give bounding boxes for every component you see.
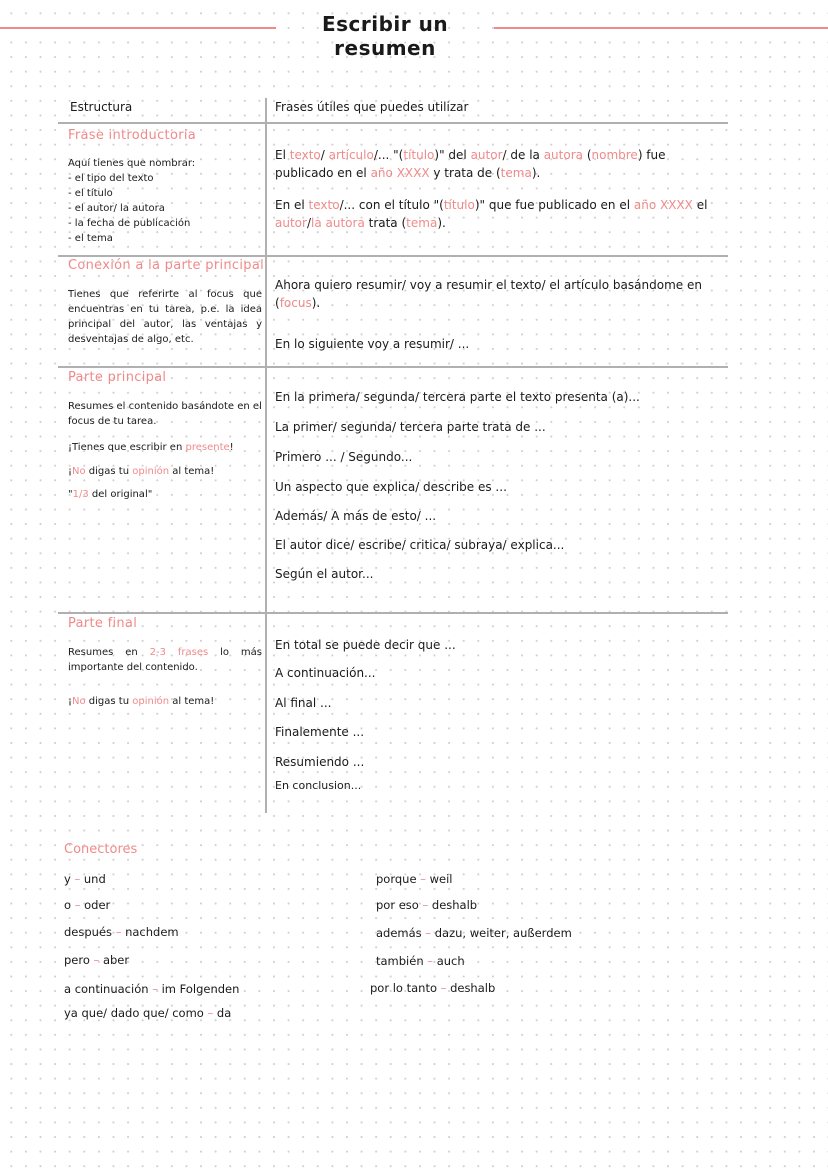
connector-item [64, 982, 239, 996]
text: )" del [434, 148, 471, 162]
text: digas tu [85, 696, 133, 707]
connector-item [376, 954, 465, 968]
text: ) fue publicado en el [275, 148, 666, 180]
connector-de: deshalb [431, 898, 478, 912]
highlight: tema [406, 216, 438, 230]
row-divider-principal [58, 612, 728, 614]
highlight: opinión [132, 696, 170, 707]
highlight: título [403, 148, 435, 162]
highlight: nombre [591, 148, 638, 162]
text: lo más importante del contenido. [68, 647, 262, 673]
text: / de la [502, 148, 544, 162]
title-bar [0, 12, 828, 60]
final-phrase: En conclusion... [275, 779, 362, 792]
section-title-intro: Frase introductoria [68, 128, 197, 143]
table-column-divider [265, 98, 267, 813]
highlight: presente [185, 442, 230, 453]
connector-item [376, 872, 452, 886]
row-divider-intro [58, 255, 728, 257]
text: " [68, 489, 73, 500]
connector-de: da [216, 1006, 232, 1020]
connector-dash: – [115, 925, 122, 939]
connector-es: también [376, 954, 424, 968]
connector-es: o [64, 898, 72, 912]
connector-es: además [376, 926, 422, 940]
section-title-principal: Parte principal [68, 370, 167, 385]
intro-item: - la fecha de publicación [68, 218, 191, 229]
principal-phrase: Primero ... / Segundo... [275, 450, 413, 464]
text: el [692, 198, 708, 212]
text: ( [583, 148, 592, 162]
connector-dash: – [93, 953, 100, 967]
intro-phrase-1 [275, 146, 727, 182]
text: Resumes en [68, 647, 150, 658]
final-phrase: En total se puede decir que ... [275, 638, 456, 652]
highlight: año XXXX [633, 198, 693, 212]
highlight: artículo [328, 148, 374, 162]
connector-de: aber [102, 953, 130, 967]
connector-dash: – [152, 982, 158, 996]
connector-de: deshalb [450, 981, 496, 995]
connector-dash: – [427, 954, 434, 968]
principal-phrase: Además/ A más de esto/ ... [275, 509, 437, 523]
final-left-1 [68, 645, 262, 675]
connector-item [64, 898, 110, 912]
text: / [306, 216, 311, 230]
intro-item: - el título [68, 188, 113, 199]
section-title-final: Parte final [68, 616, 138, 631]
connector-dash: – [207, 1006, 214, 1020]
final-phrase: Al final ... [275, 696, 332, 710]
connector-item [376, 926, 572, 940]
text: ). [437, 216, 446, 230]
conexion-phrase-2: En lo siguiente voy a resumir/ ... [275, 337, 470, 351]
text: Ahora quiero resumir/ voy a resumir el texto/ el artículo basándome en ( [275, 278, 702, 310]
principal-left-1: Resumes el contenido basándote en el focus de tu tarea. [68, 401, 262, 427]
text: )" que fue publicado en el [474, 198, 634, 212]
text: al tema! [169, 696, 215, 707]
text: /... "( [373, 148, 404, 162]
connector-item [64, 1006, 231, 1020]
connector-de: nachdem [125, 925, 179, 939]
text: ¡ [68, 466, 73, 477]
highlight: texto [289, 148, 321, 162]
principal-phrase: El autor dice/ escribe/ critica/ subraya/ explica... [275, 538, 565, 552]
connector-dash: – [74, 898, 81, 912]
text: En el [275, 198, 309, 212]
highlight: año XXXX [370, 166, 430, 180]
connector-de: und [83, 872, 106, 886]
connector-item [370, 981, 495, 995]
connector-es: pero [64, 953, 90, 967]
section-title-conexion: Conexión a la parte principal [68, 258, 265, 273]
text: / [320, 148, 329, 162]
row-divider-conexion [58, 366, 728, 368]
highlight: opinión [132, 466, 170, 477]
connector-de: im Folgenden [161, 982, 240, 996]
conectores-title: Conectores [64, 842, 138, 857]
intro-left-heading: Aquí tienes que nombrar: [68, 158, 196, 169]
principal-phrase: En la primera/ segunda/ tercera parte el texto presenta (a)... [275, 390, 640, 404]
connector-dash: – [440, 981, 447, 995]
title-rule-right [494, 27, 828, 29]
highlight: texto [308, 198, 340, 212]
highlight: 2-3 frases [149, 647, 209, 658]
connector-es: por lo tanto [370, 981, 437, 995]
table-header-rule [58, 122, 728, 124]
principal-phrase: La primer/ segunda/ tercera parte trata de ... [275, 420, 546, 434]
principal-phrase: Según el autor... [275, 567, 374, 581]
connector-es: ya que/ dado que/ como [64, 1006, 204, 1020]
connector-dash: – [74, 872, 81, 886]
connector-es: después [64, 925, 113, 939]
conexion-phrase-1 [275, 276, 727, 312]
header-estructura: Estructura [70, 100, 133, 114]
final-phrase: Resumiendo ... [275, 755, 365, 769]
text: digas tu [85, 466, 133, 477]
connector-item [64, 925, 179, 939]
text: ! [229, 442, 234, 453]
text: al tema! [169, 466, 215, 477]
intro-item: - el tipo del texto [68, 173, 154, 184]
connector-dash: – [425, 926, 432, 940]
highlight: autor [275, 216, 307, 230]
header-frases: Frases útiles que puedes utilizar [275, 100, 469, 114]
connector-dash: – [422, 898, 429, 912]
highlight: autora [543, 148, 583, 162]
text: ). [531, 166, 541, 180]
highlight: 1/3 [72, 489, 89, 500]
highlight: No [72, 696, 86, 707]
highlight: autor [470, 148, 503, 162]
text: ¡Tienes que escribir en [68, 442, 186, 453]
text: ). [311, 296, 321, 310]
principal-phrase: Un aspecto que explica/ describe es ... [275, 480, 507, 494]
intro-item: - el autor/ la autora [68, 203, 165, 214]
highlight: título [443, 198, 475, 212]
connector-es: a continuación [64, 982, 149, 996]
highlight: la autora [311, 216, 365, 230]
text: ¡ [68, 696, 73, 707]
connector-item [376, 898, 477, 912]
connector-item [64, 872, 106, 886]
principal-left-2 [68, 440, 262, 455]
intro-item: - el tema [68, 233, 113, 244]
final-left-2 [68, 694, 262, 709]
highlight: focus [279, 296, 312, 310]
principal-left-3 [68, 464, 262, 479]
connector-de: weil [429, 872, 453, 886]
text: trata ( [364, 216, 407, 230]
connector-es: por eso [376, 898, 419, 912]
highlight: No [72, 466, 86, 477]
text: El [275, 148, 290, 162]
connector-dash: – [420, 872, 426, 886]
connector-de: dazu, weiter, außerdem [434, 926, 572, 940]
text: del original" [88, 489, 153, 500]
connector-es: y [64, 872, 71, 886]
title-rule-left [0, 27, 276, 29]
final-phrase: A continuación... [275, 666, 376, 680]
connector-item [64, 953, 129, 967]
intro-left-notes [68, 156, 262, 246]
highlight: tema [500, 166, 532, 180]
connector-de: auch [436, 954, 465, 968]
conexion-left-notes: Tienes que referirte al focus que encuentras en tu tarea, p.e. la idea principal del autor, las ventajas y desventajas de algo, etc. [68, 289, 262, 345]
connector-de: oder [84, 898, 111, 912]
intro-phrase-2 [275, 196, 727, 232]
final-phrase: Finalemente ... [275, 725, 365, 739]
text: y trata de ( [429, 166, 501, 180]
text: /... con el título "( [339, 198, 444, 212]
connector-es: porque [376, 872, 417, 886]
principal-left-4 [68, 487, 262, 502]
page-title: Escribir un resumen [321, 12, 449, 60]
